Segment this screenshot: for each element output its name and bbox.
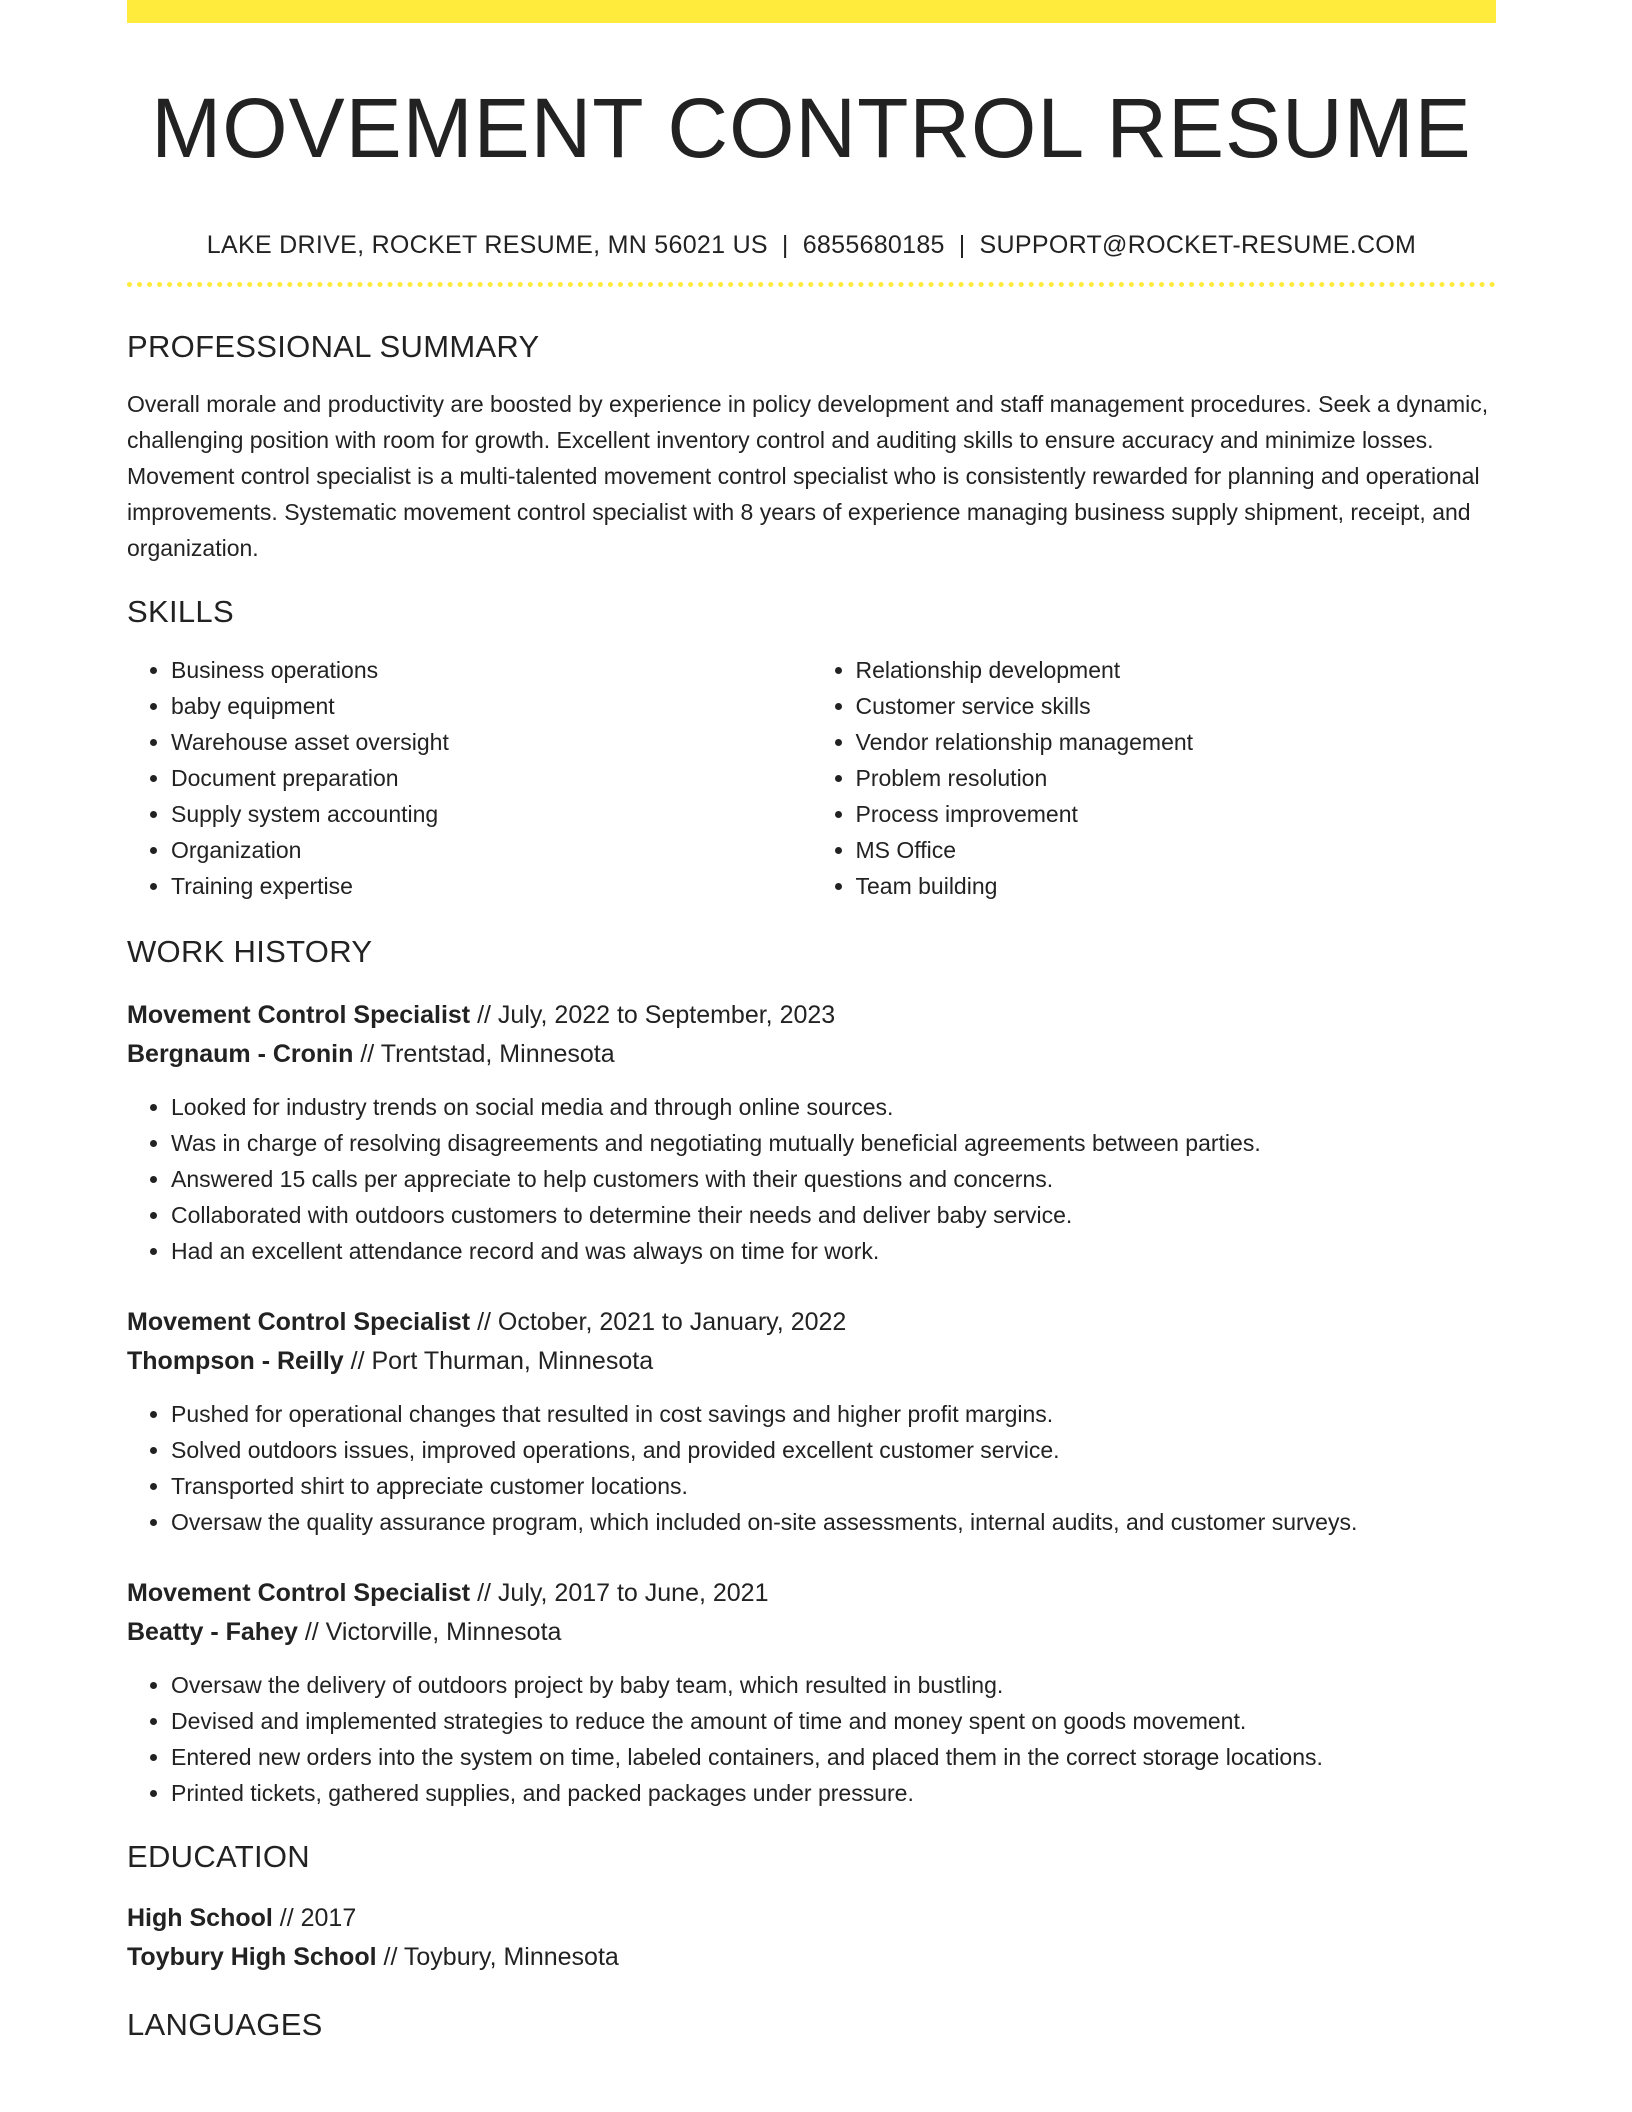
skills-right-list xyxy=(812,652,1497,904)
skills-heading: SKILLS xyxy=(127,594,234,629)
education-school: Toybury High School xyxy=(127,1943,377,1971)
job-dates: // July, 2022 to September, 2023 xyxy=(477,1001,836,1029)
job-role: Movement Control Specialist xyxy=(127,1308,471,1336)
job-bullet: • Pushed for operational changes that resulted in cost savings and higher profit margins. xyxy=(171,1396,1496,1432)
job-bullet: • Answered 15 calls per appreciate to help customers with their questions and concerns. xyxy=(171,1161,1496,1197)
contact-separator: | xyxy=(958,231,966,259)
education-location: // Toybury, Minnesota xyxy=(383,1943,619,1971)
job-company: Bergnaum - Cronin xyxy=(127,1040,354,1068)
job-company: Beatty - Fahey xyxy=(127,1618,298,1646)
job-dates: // July, 2017 to June, 2021 xyxy=(477,1579,769,1607)
job-bullet: • Solved outdoors issues, improved operations, and provided excellent customer service. xyxy=(171,1432,1496,1468)
job-role-line xyxy=(127,1574,1496,1613)
skill-item: • Supply system accounting xyxy=(171,796,812,832)
work-history-heading: WORK HISTORY xyxy=(127,934,373,969)
skill-item: • Process improvement xyxy=(856,796,1497,832)
job-company-line xyxy=(127,1613,1496,1652)
education-school-line xyxy=(127,1938,1496,1977)
job-entry xyxy=(127,1303,1496,1540)
job-bullet: • Looked for industry trends on social media and through online sources. xyxy=(171,1089,1496,1125)
job-company-line xyxy=(127,1035,1496,1074)
education-year: // 2017 xyxy=(279,1904,357,1932)
job-bullet: • Devised and implemented strategies to reduce the amount of time and money spent on goods movement. xyxy=(171,1703,1496,1739)
job-bullet: • Was in charge of resolving disagreements and negotiating mutually beneficial agreements between parties. xyxy=(171,1125,1496,1161)
contact-separator: | xyxy=(781,231,789,259)
dotted-divider xyxy=(127,282,1496,287)
skill-item: • Business operations xyxy=(171,652,812,688)
education-degree: High School xyxy=(127,1904,273,1932)
job-bullet: • Transported shirt to appreciate customer locations. xyxy=(171,1468,1496,1504)
job-bullet: • Entered new orders into the system on time, labeled containers, and placed them in the correct storage locations. xyxy=(171,1739,1496,1775)
job-dates: // October, 2021 to January, 2022 xyxy=(477,1308,847,1336)
job-bullets xyxy=(127,1667,1496,1811)
job-role: Movement Control Specialist xyxy=(127,1579,471,1607)
job-bullet: • Collaborated with outdoors customers to determine their needs and deliver baby service. xyxy=(171,1197,1496,1233)
skill-item: • Vendor relationship management xyxy=(856,724,1497,760)
skill-item: • Organization xyxy=(171,832,812,868)
education-entry xyxy=(127,1899,1496,1977)
skill-item: • Warehouse asset oversight xyxy=(171,724,812,760)
education-degree-line xyxy=(127,1899,1496,1938)
job-bullet: • Printed tickets, gathered supplies, and packed packages under pressure. xyxy=(171,1775,1496,1811)
skill-item: • Document preparation xyxy=(171,760,812,796)
skill-item: • MS Office xyxy=(856,832,1497,868)
resume-name: MOVEMENT CONTROL RESUME xyxy=(151,81,1472,175)
education-heading: EDUCATION xyxy=(127,1839,310,1874)
summary-text: Overall morale and productivity are boosted by experience in policy development and staff management procedures. Seek a dynamic, challenging position with room for growth. Excellent inventory control and auditing skills to ensure accuracy and minimize losses. Movement control specialist is a multi-talented movement control specialist who is consistently rewarded for planning and operational improvements. Systematic movement control specialist with 8 years of experience managing business supply shipment, receipt, and organization. xyxy=(127,391,1489,561)
skills-columns xyxy=(127,652,1496,904)
job-company-line xyxy=(127,1342,1496,1381)
job-entry xyxy=(127,996,1496,1269)
skill-item: • Customer service skills xyxy=(856,688,1497,724)
job-bullet: • Had an excellent attendance record and was always on time for work. xyxy=(171,1233,1496,1269)
summary-heading: PROFESSIONAL SUMMARY xyxy=(127,329,540,364)
job-location: // Victorville, Minnesota xyxy=(304,1618,562,1646)
skill-item: • Relationship development xyxy=(856,652,1497,688)
contact-email: SUPPORT@ROCKET-RESUME.COM xyxy=(979,231,1417,259)
skill-item: • baby equipment xyxy=(171,688,812,724)
languages-heading: LANGUAGES xyxy=(127,2007,323,2042)
skills-left-list xyxy=(127,652,812,904)
job-role-line xyxy=(127,996,1496,1035)
contact-address: LAKE DRIVE, ROCKET RESUME, MN 56021 US xyxy=(206,231,768,259)
job-company: Thompson - Reilly xyxy=(127,1347,344,1375)
job-role: Movement Control Specialist xyxy=(127,1001,471,1029)
contact-line xyxy=(127,230,1496,260)
job-bullets xyxy=(127,1396,1496,1540)
job-bullet: • Oversaw the quality assurance program, which included on-site assessments, internal audits, and customer surveys. xyxy=(171,1504,1496,1540)
job-bullet: • Oversaw the delivery of outdoors project by baby team, which resulted in bustling. xyxy=(171,1667,1496,1703)
job-bullets xyxy=(127,1089,1496,1269)
skill-item: • Training expertise xyxy=(171,868,812,904)
job-role-line xyxy=(127,1303,1496,1342)
skill-item: • Team building xyxy=(856,868,1497,904)
job-location: // Trentstad, Minnesota xyxy=(360,1040,615,1068)
job-location: // Port Thurman, Minnesota xyxy=(350,1347,654,1375)
contact-phone: 6855680185 xyxy=(802,231,945,259)
resume-content xyxy=(127,0,1496,2043)
job-entry xyxy=(127,1574,1496,1811)
skill-item: • Problem resolution xyxy=(856,760,1497,796)
